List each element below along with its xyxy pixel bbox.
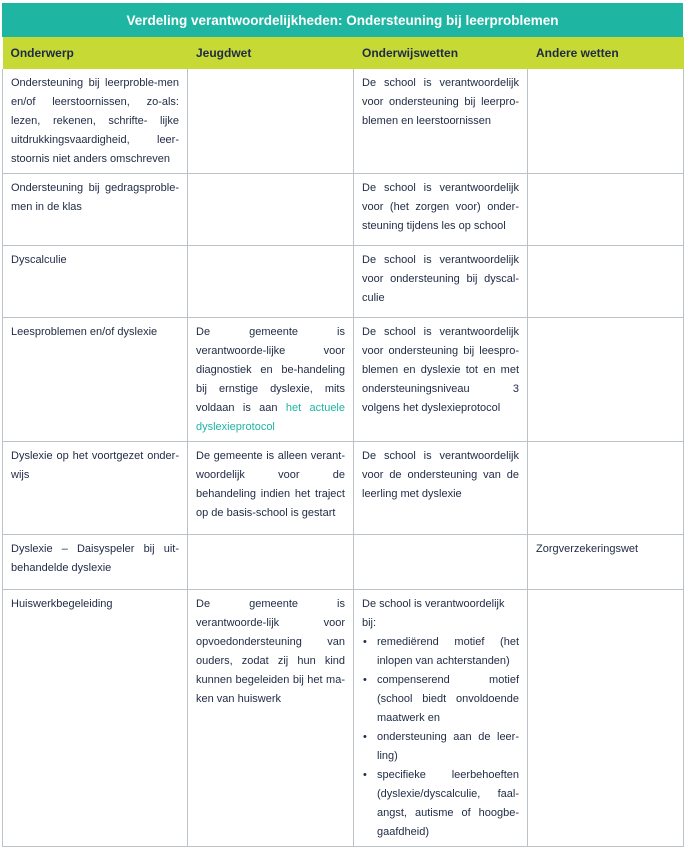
table-row <box>3 246 684 318</box>
table-row <box>3 174 684 246</box>
cell-andere-wetten <box>528 69 684 174</box>
cell-onderwijswetten <box>354 590 528 847</box>
cell-jeugdwet: De gemeente is alleen verant-woordelijk voor de behandeling indien het traject op de basis-school is gestart <box>188 442 354 535</box>
cell-onderwijswetten: De school is verantwoordelijk voor (het zorgen voor) onder-steuning tijdens les op school <box>354 174 528 246</box>
cell-onderwerp: Ondersteuning bij gedragsproble-men in de klas <box>3 174 188 246</box>
cell-andere-wetten <box>528 246 684 318</box>
table-row <box>3 590 684 847</box>
cell-onderwerp: Dyscalculie <box>3 246 188 318</box>
table-title: Verdeling verantwoordelijkheden: Ondersteuning bij leerproblemen <box>2 3 683 37</box>
cell-onderwijswetten: De school is verantwoordelijk voor ondersteuning bij dyscal-culie <box>354 246 528 318</box>
cell-onderwijswetten <box>354 535 528 590</box>
header-row <box>3 37 684 69</box>
cell-jeugdwet <box>188 535 354 590</box>
cell-onderwerp: Leesproblemen en/of dyslexie <box>3 318 188 442</box>
dyslexieprotocol-link[interactable]: het actuele dyslexieprotocol <box>196 402 345 433</box>
cell-jeugdwet: De gemeente is verantwoorde-lijk voor opvoedondersteuning van ouders, zodat zij hun kind kunnen begeleiden bij het ma-ken van huiswerk <box>188 590 354 847</box>
cell-jeugdwet <box>188 246 354 318</box>
responsibility-table <box>2 37 684 847</box>
cell-andere-wetten <box>528 318 684 442</box>
cell-andere-wetten <box>528 590 684 847</box>
cell-jeugdwet <box>188 318 354 442</box>
table-row <box>3 69 684 174</box>
bullet-item: • remediërend motief (het inlopen van achterstanden) <box>362 633 519 671</box>
cell-jeugdwet <box>188 69 354 174</box>
header-onderwijswetten: Onderwijswetten <box>354 37 528 69</box>
header-andere-wetten: Andere wetten <box>528 37 684 69</box>
cell-onderwerp: Dyslexie op het voortgezet onder-wijs <box>3 442 188 535</box>
cell-andere-wetten: Zorgverzekeringswet <box>528 535 684 590</box>
header-onderwerp: Onderwerp <box>3 37 188 69</box>
cell-onderwerp: Ondersteuning bij leerproble-men en/of leerstoornissen, zo-als: lezen, rekenen, schrifte- lijke uitdrukkingsvaardigheid, leer-stoornis niet anders omschreven <box>3 69 188 174</box>
table-row <box>3 318 684 442</box>
bullet-item: • ondersteuning aan de leer-ling) <box>362 728 519 766</box>
table-row <box>3 535 684 590</box>
cell-jeugdwet <box>188 174 354 246</box>
cell-andere-wetten <box>528 174 684 246</box>
cell-onderwerp: Dyslexie – Daisyspeler bij uit-behandelde dyslexie <box>3 535 188 590</box>
responsibility-table-container <box>2 3 683 847</box>
cell-onderwijswetten: De school is verantwoordelijk voor ondersteuning bij leespro-blemen en dyslexie tot en met ondersteuningsniveau 3 volgens het dyslexieprotocol <box>354 318 528 442</box>
cell-onderwijswetten: De school is verantwoordelijk voor de ondersteuning van de leerling met dyslexie <box>354 442 528 535</box>
header-jeugdwet: Jeugdwet <box>188 37 354 69</box>
table-row <box>3 442 684 535</box>
cell-andere-wetten <box>528 442 684 535</box>
bullet-item: • compenserend motief (school biedt onvoldoende maatwerk en <box>362 671 519 728</box>
cell-onderwijswetten: De school is verantwoordelijk voor ondersteuning bij leerpro-blemen en leerstoornissen <box>354 69 528 174</box>
cell-onderwerp: Huiswerkbegeleiding <box>3 590 188 847</box>
cell-jeugdwet-text: De gemeente is verantwoorde-lijke voor diagnostiek en be-handeling bij ernstige dyslexie, mits voldaan is aan <box>196 326 345 414</box>
onderwijs-bullet-list <box>362 633 519 842</box>
onderwijs-intro: De school is verantwoordelijk bij: <box>362 598 505 629</box>
bullet-item: • specifieke leerbehoeften (dyslexie/dyscalculie, faal-angst, autisme of hoogbe-gaafdheid) <box>362 766 519 842</box>
